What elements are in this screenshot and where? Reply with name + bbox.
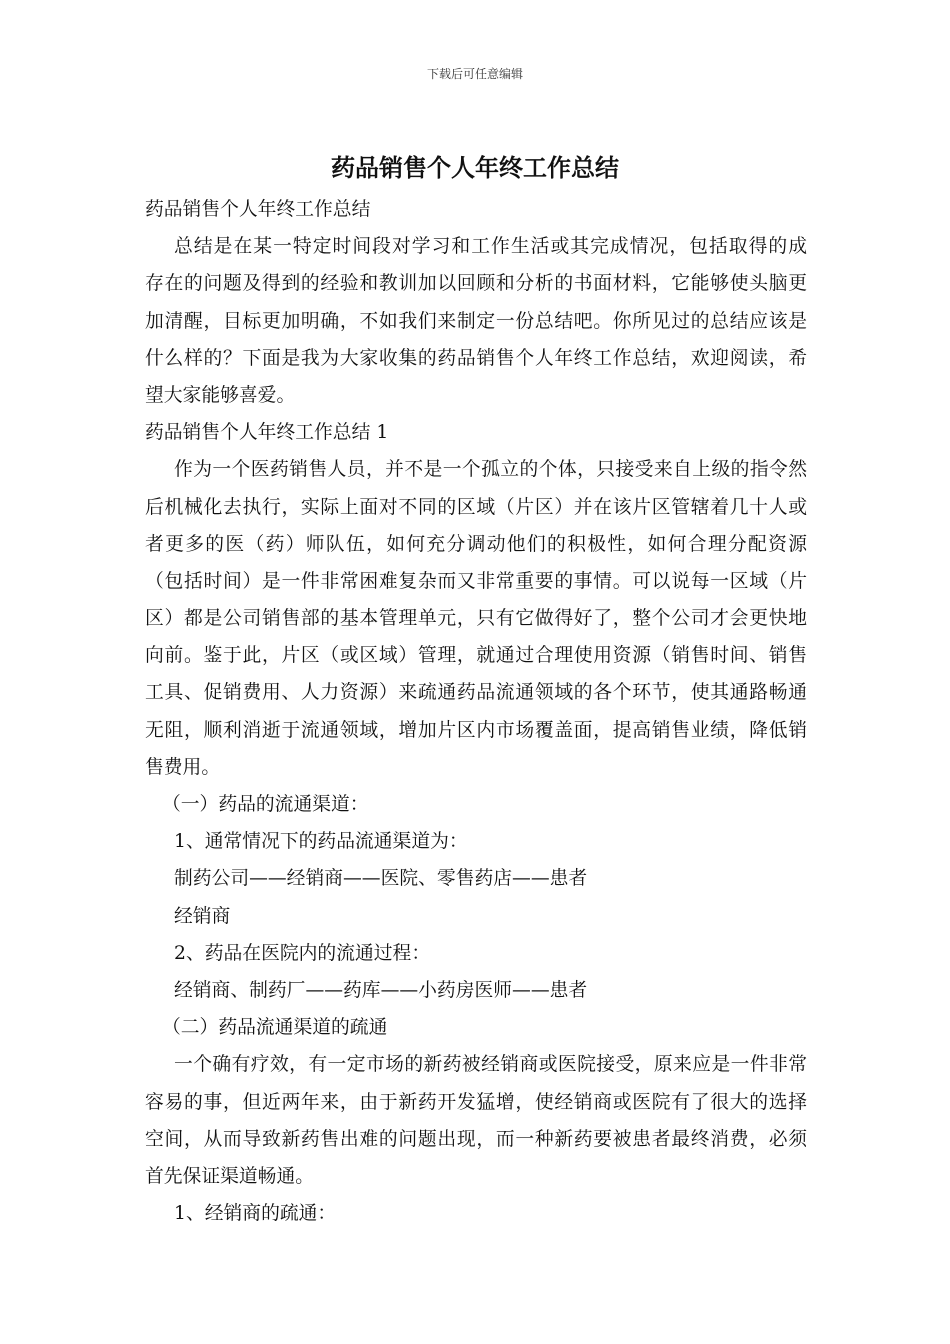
paragraph-line: 加清醒，目标更加明确，不如我们来制定一份总结吧。你所见过的总结应该是 [145,310,807,332]
paragraph-line: 望大家能够喜爱。 [145,384,296,406]
paragraph-line: （包括时间）是一件非常困难复杂而又非常重要的事情。可以说每一区域（片 [145,570,807,592]
document-title: 药品销售个人年终工作总结 [331,153,619,182]
paragraph-line: 者更多的医（药）师队伍，如何充分调动他们的积极性，如何合理分配资源 [145,533,807,555]
paragraph-line: 无阻，顺利消逝于流通领域，增加片区内市场覆盖面，提高销售业绩，降低销 [145,719,807,741]
paragraph-line: 区）都是公司销售部的基本管理单元，只有它做得好了，整个公司才会更快地 [145,608,807,630]
paragraph-line: 制药公司——经销商——医院、零售药店——患者 [174,868,588,890]
paragraph-line: 向前。鉴于此，片区（或区域）管理，就通过合理使用资源（销售时间、销售 [145,645,807,667]
paragraph-line: 作为一个医药销售人员，并不是一个孤立的个体，只接受来自上级的指令然 [174,459,807,481]
document-body [145,191,807,1232]
paragraph-line: 售费用。 [145,756,221,778]
paragraph-line: （二）药品流通渠道的疏通 [162,1017,388,1039]
paragraph-line: 药品销售个人年终工作总结 [145,199,371,220]
paragraph-line: 1、经销商的疏通： [174,1203,337,1225]
paragraph-line: 经销商、制药厂——药库——小药房医师——患者 [174,979,588,1001]
paragraph-line: 空间，从而导致新药售出难的问题出现，而一种新药要被患者最终消费，必须 [145,1128,807,1150]
paragraph-line: 经销商 [174,905,231,927]
paragraph-line: 后机械化去执行，实际上面对不同的区域（片区）并在该片区管辖着几十人或 [145,496,807,518]
paragraph-line: 工具、促销费用、人力资源）来疏通药品流通领域的各个环节，使其通路畅通 [145,682,807,704]
paragraph-line: 2、药品在医院内的流通过程： [174,942,431,964]
paragraph-line: 容易的事，但近两年来，由于新药开发猛增，使经销商或医院有了很大的选择 [145,1091,807,1113]
paragraph-line: 一个确有疗效，有一定市场的新药被经销商或医院接受，原来应是一件非常 [174,1054,807,1076]
paragraph-line: 存在的问题及得到的经验和教训加以回顾和分析的书面材料，它能够使头脑更 [145,273,807,295]
paragraph-line: 总结是在某一特定时间段对学习和工作生活或其完成情况，包括取得的成 [174,236,807,258]
header-note: 下载后可任意编辑 [426,67,523,81]
paragraph-line: 首先保证渠道畅通。 [145,1165,315,1187]
paragraph-line: （一）药品的流通渠道： [162,794,369,815]
paragraph-line: 1、通常情况下的药品流通渠道为： [174,831,468,853]
paragraph-line: 药品销售个人年终工作总结 1 [145,422,389,444]
paragraph-line: 什么样的？下面是我为大家收集的药品销售个人年终工作总结，欢迎阅读，希 [145,347,807,369]
